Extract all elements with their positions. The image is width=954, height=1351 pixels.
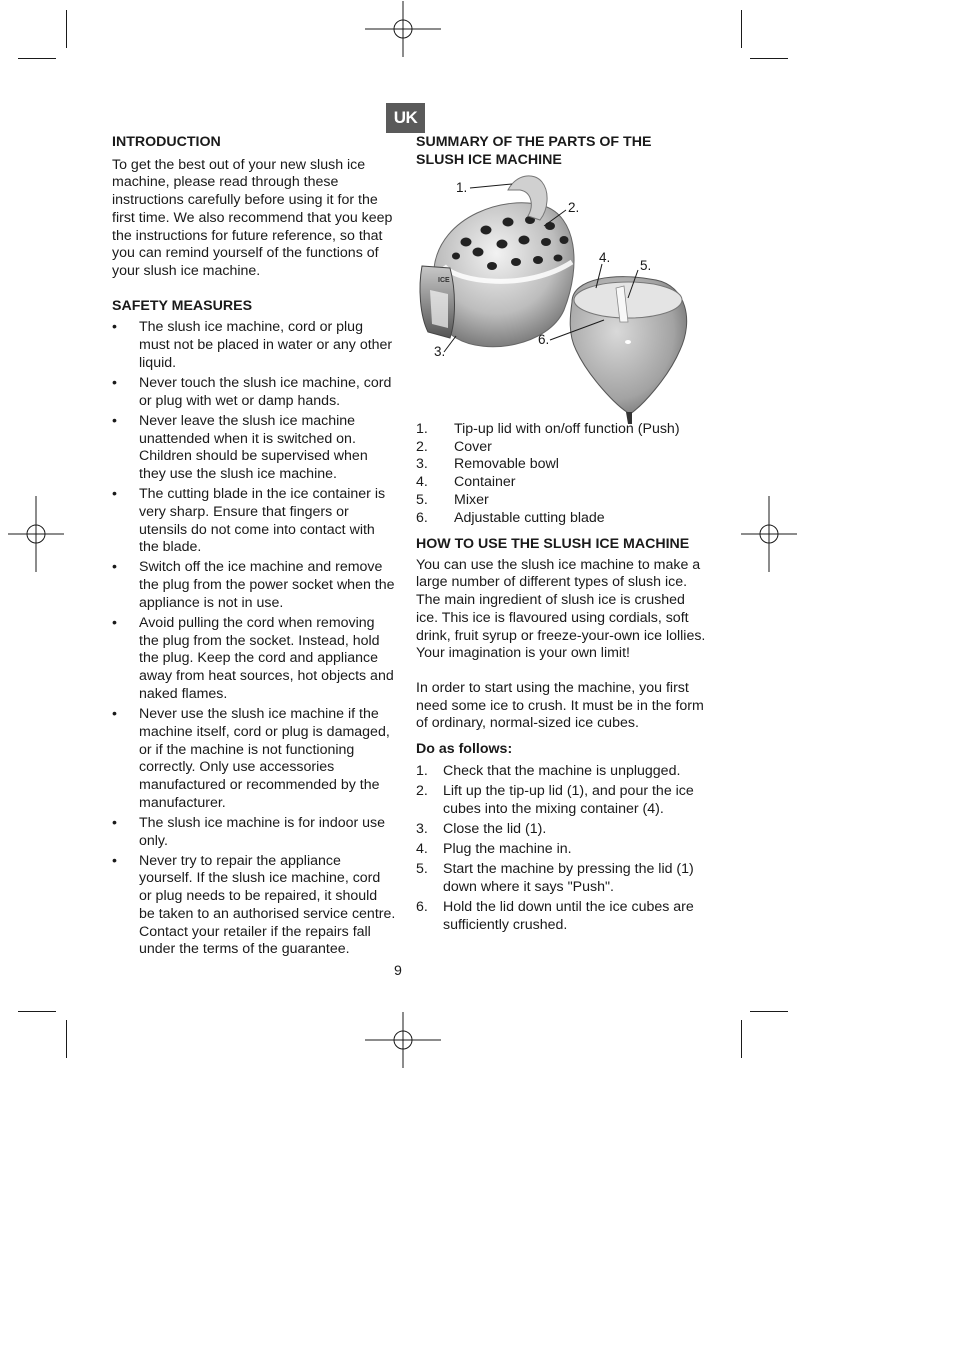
- parts-list-block: [416, 421, 706, 527]
- how-to-paragraph: In order to start using the machine, you first need some ice to crush. It must be in the form of ordinary, normal-sized ice cubes.: [416, 679, 704, 732]
- machine-logo: ICE: [438, 277, 450, 284]
- callout-label: 4.: [599, 250, 611, 265]
- crop-mark: [18, 1011, 56, 1012]
- callout-label: 3.: [434, 344, 446, 359]
- callout-label: 5.: [640, 258, 652, 273]
- list-item: • Avoid pulling the cord when removing the plug from the socket. Instead, hold the plug. Keep the cord and appliance away from heat sources, hot objects and naked flames.: [112, 615, 396, 704]
- list-item: • Switch off the ice machine and remove the plug from the power socket when the appliance is not in use.: [112, 559, 396, 612]
- language-badge: UK: [386, 103, 425, 133]
- list-item: 4. Plug the machine in.: [416, 841, 572, 858]
- list-item: 5. Mixer: [416, 491, 489, 508]
- crop-mark: [750, 58, 788, 59]
- callout-label: 6.: [538, 332, 550, 347]
- registration-mark: [0, 496, 74, 572]
- registration-mark: [731, 496, 807, 572]
- steps-list: [416, 763, 706, 935]
- list-item: 2. Lift up the tip-up lid (1), and pour the ice cubes into the mixing container (4).: [416, 782, 694, 817]
- introduction-heading: INTRODUCTION: [112, 134, 221, 150]
- list-item: 3. Removable bowl: [416, 456, 559, 473]
- list-item: 2. Cover: [416, 438, 492, 455]
- callout-label: 1.: [456, 180, 468, 195]
- list-item: 3. Close the lid (1).: [416, 820, 547, 837]
- list-item: • Never leave the slush ice machine unattended when it is switched on. Children should be supervised when they use the slush ice machine.: [112, 413, 396, 484]
- list-item: • Never touch the slush ice machine, cord or plug with wet or damp hands.: [112, 375, 396, 410]
- summary-heading: SUMMARY OF THE PARTS OF THE SLUSH ICE MACHINE: [416, 134, 652, 168]
- introduction-section: [112, 134, 396, 281]
- safety-section: [112, 298, 396, 959]
- left-column: [112, 134, 396, 961]
- crop-mark: [750, 1011, 788, 1012]
- list-item: • Never try to repair the appliance yourself. If the slush ice machine, cord or plug needs to be repaired, it should be taken to an authorised service centre. Contact your retailer if the repairs fall under the terms of the guarantee.: [112, 853, 396, 959]
- how-to-section: [416, 536, 706, 937]
- safety-heading: SAFETY MEASURES: [112, 297, 253, 314]
- registration-mark: [365, 1002, 441, 1078]
- how-to-heading: HOW TO USE THE SLUSH ICE MACHINE: [416, 536, 690, 552]
- list-item: • The slush ice machine is for indoor use only.: [112, 815, 396, 850]
- how-to-paragraph: You can use the slush ice machine to make a large number of different types of slush ice. The main ingredient of slush ice is crushed ice. This ice is flavoured using cordials, soft drink, fruit syrup or freeze-your-own ice lollies. Your imagination is your own limit!: [416, 556, 706, 662]
- crop-mark: [741, 1020, 742, 1058]
- list-item: 6. Adjustable cutting blade: [416, 509, 605, 526]
- crop-mark: [741, 10, 742, 48]
- list-item: 1. Check that the machine is unplugged.: [416, 762, 681, 779]
- right-column: [416, 134, 706, 174]
- callout-label: 2.: [568, 200, 580, 215]
- page-number: 9: [394, 963, 402, 979]
- list-item: 5. Start the machine by pressing the lid (1) down where it says "Push".: [416, 861, 694, 895]
- registration-mark: [365, 0, 441, 67]
- parts-list: [416, 421, 706, 527]
- list-item: 4. Container: [416, 474, 516, 491]
- steps-heading: Do as follows:: [416, 741, 513, 758]
- list-item: • The slush ice machine, cord or plug must not be placed in water or any other liquid.: [112, 319, 396, 372]
- introduction-text: To get the best out of your new slush ice machine, please read through these instructions carefully before using it for the first time. We also recommend that you keep the instructions for future reference, so that you can remind yourself of the functions of your slush ice machine.: [112, 156, 393, 279]
- crop-mark: [66, 1020, 67, 1058]
- list-item: 1. Tip-up lid with on/off function (Push): [416, 421, 680, 437]
- list-item: • The cutting blade in the ice container is very sharp. Ensure that fingers or utensils do not come into contact with the blade.: [112, 486, 396, 557]
- safety-list: [112, 319, 396, 959]
- crop-mark: [66, 10, 67, 48]
- slush-machine-illustration: [416, 170, 706, 430]
- list-item: • Never use the slush ice machine if the machine itself, cord or plug is damaged, or if the machine is not functioning correctly. Only use accessories manufactured or recommended by the manufacturer.: [112, 706, 396, 812]
- list-item: 6. Hold the lid down until the ice cubes are sufficiently crushed.: [416, 899, 694, 933]
- crop-mark: [18, 58, 56, 59]
